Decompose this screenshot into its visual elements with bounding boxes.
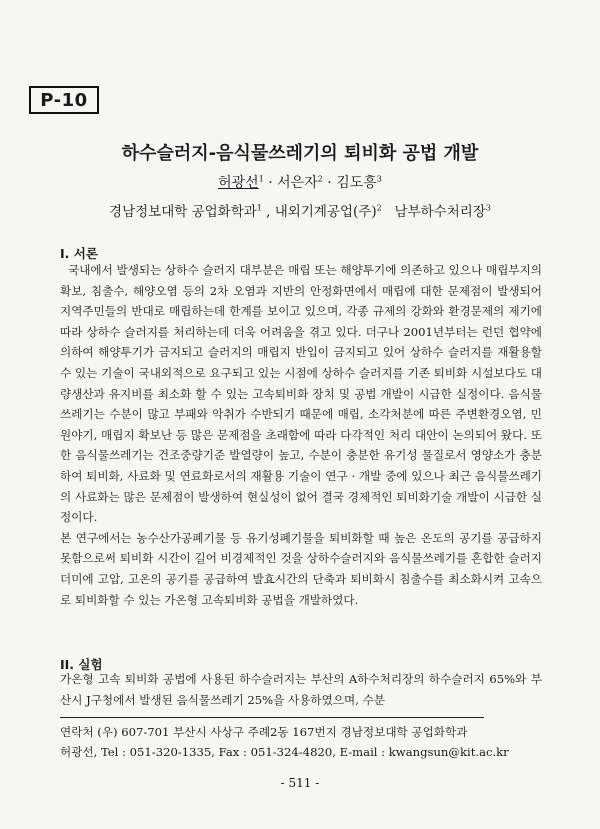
section-heading-introduction: I. 서론 (60, 246, 98, 261)
page-number: - 511 - (280, 776, 320, 790)
experiment-body (60, 669, 542, 710)
affiliation-list (0, 200, 600, 220)
affiliation-2-sup: 2 (376, 203, 382, 213)
author-separator: · (263, 175, 278, 191)
affiliation-3-sup: 3 (485, 203, 491, 213)
experiment-paragraph-1: 가온형 고속 퇴비화 공법에 사용된 하수슬러지는 부산의 A하수처리장의 하수슬러지 65%와 부산시 J구청에서 발생된 음식물쓰레기 25%을 사용하였으며, 수분 (60, 672, 542, 707)
author-1-sup: 1 (258, 174, 264, 184)
author-3: 김도흥 (336, 175, 377, 191)
introduction-body (60, 260, 542, 610)
author-2-sup: 2 (317, 174, 323, 184)
contact-footnote (60, 722, 542, 762)
footnote-line-2: 허광선, Tel : 051-320-1335, Fax : 051-324-4820, E-mail : kwangsun@kit.ac.kr (60, 745, 509, 759)
introduction-paragraph-1: 국내에서 발생되는 상하수 슬러지 대부분은 매립 또는 해양투기에 의존하고 있으나 매립부지의 확보, 침출수, 해양오염 등의 2차 오염과 지반의 안정화면에서 매립에 대한 문제점이 발생되어 지역주민들의 반대로 매립하는데 한계를 보이고 있으며, 각종 규제의 강화와 환경문제의 제기에 따라 상하수 슬러지를 처리하는데 더욱 어려움을 겪고 있다. 더구나 2001년부터는 런던 협약에 의하여 해양투기가 금지되고 슬러지의 매립지 반입이 금지되고 있어 상하수 슬러지를 재활용할 수 있는 기술이 국내외적으로 요구되고 있는 시점에 상하수 슬러지를 기존 퇴비화 시설보다도 대량생산과 유지비를 최소화 할 수 있는 고속퇴비화 장치 및 공법 개발이 시급한 실정이다. 음식물쓰레기는 수분이 많고 부패와 악취가 수반되기 때문에 매립, 소각처분에 따른 주변환경오염, 민원야기, 매립지 확보난 등 많은 문제점을 초래함에 따라 다각적인 처리 대안이 논의되어 왔다. 또한 음식물쓰레기는 건조중량기준 발열량이 높고, 수분이 충분한 유기성 물질로서 영양소가 충분하여 퇴비화, 사료화 및 연료화로서의 재활용 기술이 연구 · 개발 중에 있으나 최근 음식물쓰레기의 사료화는 많은 문제점이 발생하여 현실성이 없어 결국 경제적인 퇴비화기술 개발이 시급한 실정이다. (60, 263, 542, 525)
author-2: 서은자 (277, 175, 318, 191)
poster-tag: P-10 (29, 86, 99, 114)
footnote-line-1: 연락처 (우) 607-701 부산시 사상구 주례2동 167번지 경남정보대학 공업화학과 (60, 725, 468, 739)
introduction-paragraph-2: 본 연구에서는 농수산가공폐기물 등 유기성폐기물을 퇴비화할 때 높은 온도의 공기를 공급하지 못함으로써 퇴비화 시간이 길어 비경제적인 것을 상하수슬러지와 음식물쓰레기를 혼합한 슬러지 더미에 고압, 고온의 공기를 공급하여 발효시간의 단축과 퇴비화시 침출수를 최소화시켜 고속으로 퇴비화할 수 있는 가온형 고속퇴비화 공법을 개발하였다. (60, 530, 542, 607)
author-1: 허광선 (218, 175, 259, 191)
author-3-sup: 3 (376, 174, 382, 184)
affiliation-1-sup: 1 (256, 203, 262, 213)
affiliation-1: 경남정보대학 공업화학과 (109, 204, 257, 220)
section-heading-experiment: II. 실험 (60, 657, 103, 672)
affiliation-2: , 내외기계공업(주) (261, 204, 377, 220)
footnote-divider (60, 717, 484, 718)
author-separator: · (322, 175, 337, 191)
author-list (0, 172, 600, 192)
affiliation-3: 남부하수처리장 (381, 204, 486, 220)
paper-title: 하수슬러지-음식물쓰레기의 퇴비화 공법 개발 (121, 143, 479, 164)
